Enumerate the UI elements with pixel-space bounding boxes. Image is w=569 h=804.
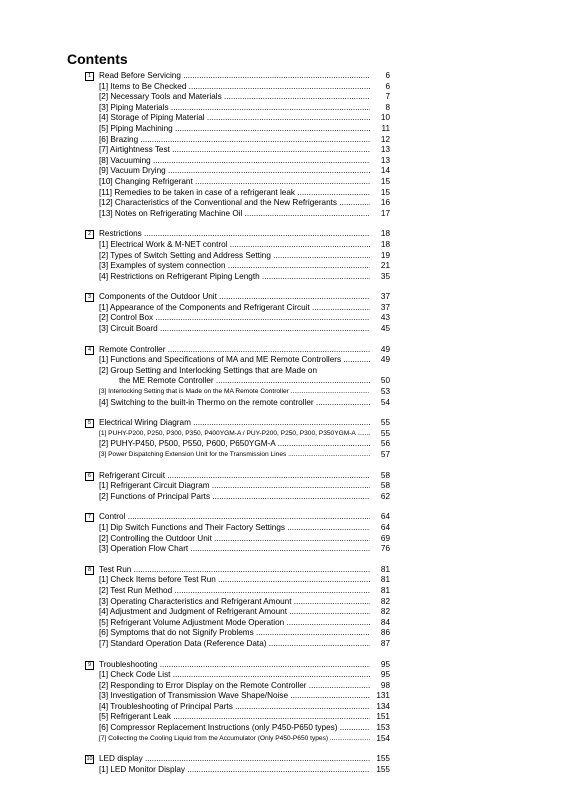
toc-page-number: 49 <box>380 355 390 365</box>
toc-page-number: 18 <box>380 229 390 239</box>
toc-sub-entry[interactable] <box>85 586 390 597</box>
toc-entry-text: Control ..... <box>99 512 370 523</box>
toc-section-3 <box>85 292 390 334</box>
toc-page-number: 8 <box>385 102 390 112</box>
toc-sub-entry[interactable] <box>85 198 390 209</box>
toc-page-number: 49 <box>380 344 390 354</box>
toc-page-number: 64 <box>380 512 390 522</box>
toc-chapter-entry[interactable] <box>85 345 390 356</box>
toc-page-number: 54 <box>380 397 390 407</box>
toc-chapter-entry[interactable] <box>85 229 390 240</box>
toc-section-4 <box>85 345 390 409</box>
toc-entry-text: Components of the Outdoor Unit ..... <box>99 292 370 303</box>
toc-sub-entry[interactable] <box>85 670 390 681</box>
toc-page-number: 131 <box>376 691 390 701</box>
toc-entry-text: [6] Compressor Replacement Instructions (only P450-P650 types) ..... <box>99 723 370 734</box>
toc-entry-text: [2] Types of Switch Setting and Address Setting ..... <box>99 251 370 262</box>
toc-entry-text: [4] Restrictions on Refrigerant Piping Length ..... <box>99 272 370 283</box>
table-of-contents <box>85 71 390 785</box>
chapter-number-box: 3 <box>85 293 94 302</box>
toc-page-number: 69 <box>380 533 390 543</box>
chapter-number-box: 2 <box>85 230 94 239</box>
toc-page-number: 50 <box>380 376 390 386</box>
toc-sub-entry[interactable] <box>85 429 390 440</box>
toc-entry-text: [1] Check Code List ..... <box>99 670 370 681</box>
chapter-number-box: 10 <box>86 756 93 763</box>
toc-entry-text: [10] Changing Refrigerant ..... <box>99 177 370 188</box>
toc-page-number: 55 <box>380 418 390 428</box>
toc-page-number: 151 <box>376 712 390 722</box>
toc-sub-entry[interactable] <box>85 628 390 639</box>
chapter-number-box: 9 <box>85 661 94 670</box>
toc-entry-text: [3] Operation Flow Chart ..... <box>99 544 370 555</box>
toc-page-number: 13 <box>380 155 390 165</box>
toc-sub-entry[interactable] <box>85 124 390 135</box>
toc-page-number: 153 <box>376 723 390 733</box>
toc-page-number: 53 <box>380 387 390 397</box>
toc-sub-entry[interactable] <box>85 398 390 409</box>
toc-page-number: 155 <box>376 764 390 774</box>
toc-entry-text: [2] Responding to Error Display on the Remote Controller ..... <box>99 681 370 692</box>
toc-page-number: 154 <box>376 733 390 743</box>
toc-sub-entry[interactable] <box>85 103 390 114</box>
toc-chapter-entry[interactable] <box>85 292 390 303</box>
toc-entry-text: [3] Power Dispatching Extension Unit for the Transmission Lines ..... <box>99 450 370 461</box>
toc-entry-text: [7] Airtightness Test ..... <box>99 145 370 156</box>
toc-page-number: 17 <box>380 208 390 218</box>
toc-entry-text: Test Run ..... <box>99 565 370 576</box>
toc-section-2 <box>85 229 390 282</box>
toc-sub-entry[interactable] <box>85 209 390 220</box>
toc-entry-text: [4] Adjustment and Judgment of Refrigerant Amount ..... <box>99 607 370 618</box>
chapter-number-box: 6 <box>85 472 94 481</box>
toc-sub-entry[interactable] <box>85 691 390 702</box>
toc-sub-entry[interactable] <box>85 313 390 324</box>
toc-entry-text: Restrictions ..... <box>99 229 370 240</box>
toc-page-number: 18 <box>380 239 390 249</box>
toc-page-number: 82 <box>380 607 390 617</box>
page-title: Contents <box>67 51 128 67</box>
toc-sub-entry[interactable] <box>85 82 390 93</box>
toc-entry-text: [1] Appearance of the Components and Refrigerant Circuit ..... <box>99 303 370 314</box>
toc-sub-entry[interactable] <box>85 177 390 188</box>
toc-sub-entry[interactable] <box>85 113 390 124</box>
toc-sub-entry[interactable] <box>85 712 390 723</box>
toc-entry-text: [2] Necessary Tools and Materials ..... <box>99 92 370 103</box>
toc-sub-entry[interactable] <box>85 618 390 629</box>
toc-page-number: 6 <box>385 81 390 91</box>
toc-page-number: 62 <box>380 491 390 501</box>
toc-page-number: 155 <box>376 754 390 764</box>
toc-sub-entry[interactable] <box>85 324 390 335</box>
toc-entry-text: [4] Storage of Piping Material ..... <box>99 113 370 124</box>
toc-section-5 <box>85 418 390 460</box>
toc-page-number: 87 <box>380 638 390 648</box>
toc-page-number: 86 <box>380 628 390 638</box>
toc-sub-entry[interactable] <box>85 523 390 534</box>
toc-entry-text: [1] LED Monitor Display ..... <box>99 765 370 776</box>
toc-page-number: 13 <box>380 145 390 155</box>
toc-sub-entry[interactable] <box>85 366 390 377</box>
toc-sub-entry[interactable] <box>85 145 390 156</box>
chapter-number-box: 1 <box>85 72 94 81</box>
toc-entry-text: Refrigerant Circuit ..... <box>99 471 370 482</box>
toc-entry-text: [3] Examples of system connection ..... <box>99 261 370 272</box>
toc-sub-entry[interactable] <box>85 135 390 146</box>
toc-entry-text: [1] Check Items before Test Run ..... <box>99 575 370 586</box>
toc-sub-entry[interactable] <box>85 481 390 492</box>
toc-sub-entry[interactable] <box>85 240 390 251</box>
toc-page-number: 43 <box>380 313 390 323</box>
toc-sub-entry[interactable] <box>85 450 390 461</box>
toc-entry-text: [7] Standard Operation Data (Reference Data) ..... <box>99 639 370 650</box>
toc-entry-text: [13] Notes on Refrigerating Machine Oil ..... <box>99 209 370 220</box>
toc-entry-text: [3] Investigation of Transmission Wave Shape/Noise ..... <box>99 691 370 702</box>
toc-section-1 <box>85 71 390 219</box>
toc-page-number: 37 <box>380 302 390 312</box>
toc-entry-text: LED display ..... <box>99 754 370 765</box>
toc-sub-entry[interactable] <box>85 251 390 262</box>
toc-sub-entry[interactable] <box>85 156 390 167</box>
toc-sub-entry[interactable] <box>85 702 390 713</box>
toc-page-number: 95 <box>380 670 390 680</box>
toc-page-number: 58 <box>380 481 390 491</box>
toc-entry-text: [6] Brazing ..... <box>99 135 370 146</box>
chapter-number-box: 8 <box>85 566 94 575</box>
toc-entry-text: [7] Collecting the Cooling Liquid from the Accumulator (Only P450-P650 types) ..... <box>99 734 370 745</box>
toc-page-number: 14 <box>380 166 390 176</box>
toc-sub-entry[interactable] <box>85 303 390 314</box>
toc-sub-entry[interactable] <box>85 575 390 586</box>
toc-entry-text: [4] Troubleshooting of Principal Parts ..... <box>99 702 370 713</box>
toc-page-number: 21 <box>380 261 390 271</box>
toc-sub-entry[interactable] <box>85 544 390 555</box>
toc-entry-text: [5] Piping Machining ..... <box>99 124 370 135</box>
toc-entry-text: [1] PUHY-P200, P250, P300, P350, P400YGM-A / PUY-P200, P250, P300, P350YGM-A ..... <box>99 429 370 440</box>
toc-page-number: 10 <box>380 113 390 123</box>
toc-page-number: 84 <box>380 617 390 627</box>
toc-section-10 <box>85 754 390 775</box>
toc-page-number: 56 <box>380 439 390 449</box>
toc-sub-entry[interactable] <box>85 734 390 745</box>
toc-entry-text: [12] Characteristics of the Conventional and the New Refrigerants ..... <box>99 198 370 209</box>
toc-chapter-entry[interactable] <box>85 754 390 765</box>
toc-entry-text: [1] Functions and Specifications of MA and ME Remote Controllers ..... <box>99 355 370 366</box>
chapter-number-box: 5 <box>85 419 94 428</box>
toc-page-number: 37 <box>380 292 390 302</box>
toc-chapter-entry[interactable] <box>85 418 390 429</box>
toc-section-7 <box>85 512 390 554</box>
toc-page-number: 134 <box>376 701 390 711</box>
toc-page-number: 57 <box>380 450 390 459</box>
toc-entry-text: [4] Switching to the built-in Thermo on the remote controller ..... <box>99 398 370 409</box>
toc-chapter-entry[interactable] <box>85 512 390 523</box>
toc-entry-text: [11] Remedies to be taken in case of a refrigerant leak ..... <box>99 188 370 199</box>
toc-sub-entry[interactable] <box>85 534 390 545</box>
toc-entry-text: [2] Controlling the Outdoor Unit ..... <box>99 534 370 545</box>
toc-page-number: 45 <box>380 324 390 334</box>
toc-page-number: 64 <box>380 522 390 532</box>
toc-page-number: 55 <box>380 428 390 438</box>
toc-entry-text: Troubleshooting ..... <box>99 660 370 671</box>
toc-sub-entry[interactable] <box>85 681 390 692</box>
toc-page-number: 76 <box>380 544 390 554</box>
toc-page-number: 12 <box>380 134 390 144</box>
toc-page-number: 58 <box>380 470 390 480</box>
toc-page-number: 15 <box>380 176 390 186</box>
toc-entry-text: [8] Vacuuming ..... <box>99 156 370 167</box>
toc-sub-entry[interactable] <box>85 166 390 177</box>
toc-entry-text: [2] Group Setting and Interlocking Settings that are Made on <box>99 365 318 375</box>
toc-entry-text: Remote Controller ..... <box>99 345 370 356</box>
chapter-number-box: 4 <box>85 346 94 355</box>
toc-page-number: 98 <box>380 680 390 690</box>
toc-sub-entry[interactable] <box>85 387 390 398</box>
toc-chapter-entry[interactable] <box>85 471 390 482</box>
toc-page-number: 81 <box>380 585 390 595</box>
chapter-number-box: 7 <box>85 513 94 522</box>
toc-entry-text: the ME Remote Controller ..... <box>119 376 370 387</box>
toc-entry-text: [5] Refrigerant Volume Adjustment Mode Operation ..... <box>99 618 370 629</box>
toc-sub-entry[interactable] <box>85 597 390 608</box>
toc-entry-text: [3] Interlocking Setting that is Made on the MA Remote Controller ..... <box>99 387 370 398</box>
toc-sub-entry[interactable] <box>85 765 390 776</box>
toc-entry-text: [3] Circuit Board ..... <box>99 324 370 335</box>
toc-section-9 <box>85 660 390 745</box>
toc-sub-entry[interactable] <box>85 492 390 503</box>
toc-entry-text: [1] Items to Be Checked ..... <box>99 82 370 93</box>
toc-sub-entry[interactable] <box>85 261 390 272</box>
toc-page-number: 6 <box>385 71 390 80</box>
toc-entry-text: [1] Electrical Work & M-NET control ..... <box>99 240 370 251</box>
toc-sub-entry[interactable] <box>85 607 390 618</box>
toc-entry-text: Read Before Servicing ..... <box>99 71 370 82</box>
toc-sub-entry[interactable] <box>85 723 390 734</box>
toc-page-number: 19 <box>380 250 390 260</box>
toc-chapter-entry[interactable] <box>85 71 390 82</box>
toc-section-8 <box>85 565 390 650</box>
toc-entry-text: [2] Functions of Principal Parts ..... <box>99 492 370 503</box>
toc-entry-text: [2] PUHY-P450, P500, P550, P600, P650YGM-A ..... <box>99 439 370 450</box>
toc-page-number: 81 <box>380 575 390 585</box>
toc-entry-text: [1] Dip Switch Functions and Their Factory Settings ..... <box>99 523 370 534</box>
toc-page-number: 35 <box>380 271 390 281</box>
toc-chapter-entry[interactable] <box>85 565 390 576</box>
toc-page-number: 11 <box>381 123 390 133</box>
toc-entry-text: Electrical Wiring Diagram ..... <box>99 418 370 429</box>
toc-entry-text: [6] Symptoms that do not Signify Problems ..... <box>99 628 370 639</box>
toc-entry-text: [9] Vacuum Drying ..... <box>99 166 370 177</box>
toc-page-number: 95 <box>380 659 390 669</box>
toc-sub-entry[interactable] <box>85 439 390 450</box>
toc-page-number: 81 <box>380 564 390 574</box>
toc-entry-text: [2] Test Run Method ..... <box>99 586 370 597</box>
toc-sub-entry[interactable] <box>85 188 390 199</box>
toc-sub-entry[interactable] <box>85 355 390 366</box>
toc-sub-entry[interactable] <box>85 92 390 103</box>
toc-sub-entry[interactable] <box>85 376 390 387</box>
toc-section-6 <box>85 471 390 503</box>
toc-entry-text: [2] Control Box ..... <box>99 313 370 324</box>
toc-chapter-entry[interactable] <box>85 660 390 671</box>
toc-sub-entry[interactable] <box>85 639 390 650</box>
toc-sub-entry[interactable] <box>85 272 390 283</box>
toc-entry-text: [1] Refrigerant Circuit Diagram ..... <box>99 481 370 492</box>
toc-page-number: 82 <box>380 596 390 606</box>
toc-page-number: 16 <box>380 198 390 208</box>
toc-entry-text: [5] Refrigerant Leak ..... <box>99 712 370 723</box>
toc-entry-text: [3] Piping Materials ..... <box>99 103 370 114</box>
toc-page-number: 15 <box>380 187 390 197</box>
toc-page-number: 7 <box>385 92 390 102</box>
toc-entry-text: [3] Operating Characteristics and Refrigerant Amount ..... <box>99 597 370 608</box>
